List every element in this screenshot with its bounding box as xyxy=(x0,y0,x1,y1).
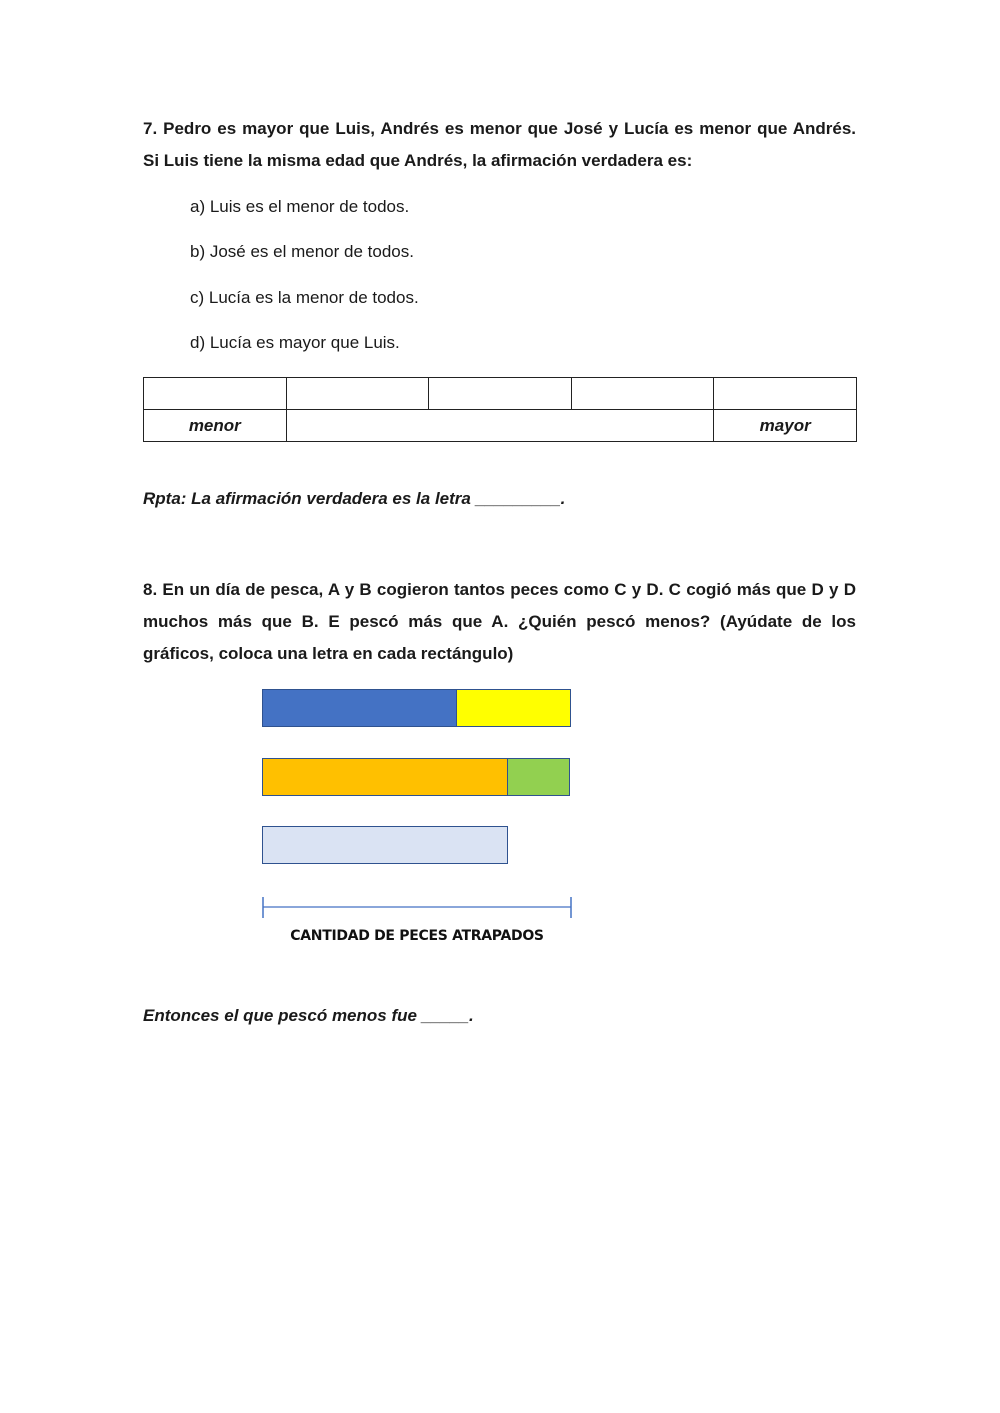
label-middle-empty xyxy=(286,410,714,442)
question-7-answer: Rpta: La afirmación verdadera es la letra _________. xyxy=(143,489,566,508)
blank-cell-2[interactable] xyxy=(286,378,429,410)
option-d: d) Lucía es mayor que Luis. xyxy=(190,333,400,352)
table-row-labels xyxy=(144,410,857,442)
question-7-text: 7. Pedro es mayor que Luis, Andrés es menor que José y Lucía es menor que Andrés. Si Luis tiene la misma edad que Andrés, la afirmación verdadera es: xyxy=(143,119,856,170)
bar-segment-row2-orange[interactable] xyxy=(262,758,507,796)
blank-cell-1[interactable] xyxy=(144,378,287,410)
axis-label: CANTIDAD DE PECES ATRAPADOS xyxy=(290,928,544,944)
label-menor: menor xyxy=(144,410,287,442)
option-a: a) Luis es el menor de todos. xyxy=(190,197,410,216)
quantity-axis xyxy=(262,896,572,920)
blank-cell-5[interactable] xyxy=(714,378,857,410)
table-row-blanks xyxy=(144,378,857,410)
blank-cell-3[interactable] xyxy=(429,378,572,410)
blank-cell-4[interactable] xyxy=(571,378,714,410)
option-c: c) Lucía es la menor de todos. xyxy=(190,288,419,307)
question-8-text: 8. En un día de pesca, A y B cogieron tantos peces como C y D. C cogió más que D y D muchos más que B. E pescó más que A. ¿Quién pescó menos? (Ayúdate de los gráficos, coloca una letra en cada rectángulo) xyxy=(143,580,856,663)
bar-segment-row3-lightblue[interactable] xyxy=(262,826,508,864)
question-8-answer: Entonces el que pescó menos fue _____. xyxy=(143,1006,474,1025)
label-mayor: mayor xyxy=(714,410,857,442)
option-b: b) José es el menor de todos. xyxy=(190,242,414,261)
bar-segment-row1-blue[interactable] xyxy=(262,689,456,727)
age-order-table xyxy=(143,377,857,442)
bar-segment-row1-yellow[interactable] xyxy=(456,689,571,727)
bar-segment-row2-green[interactable] xyxy=(507,758,570,796)
